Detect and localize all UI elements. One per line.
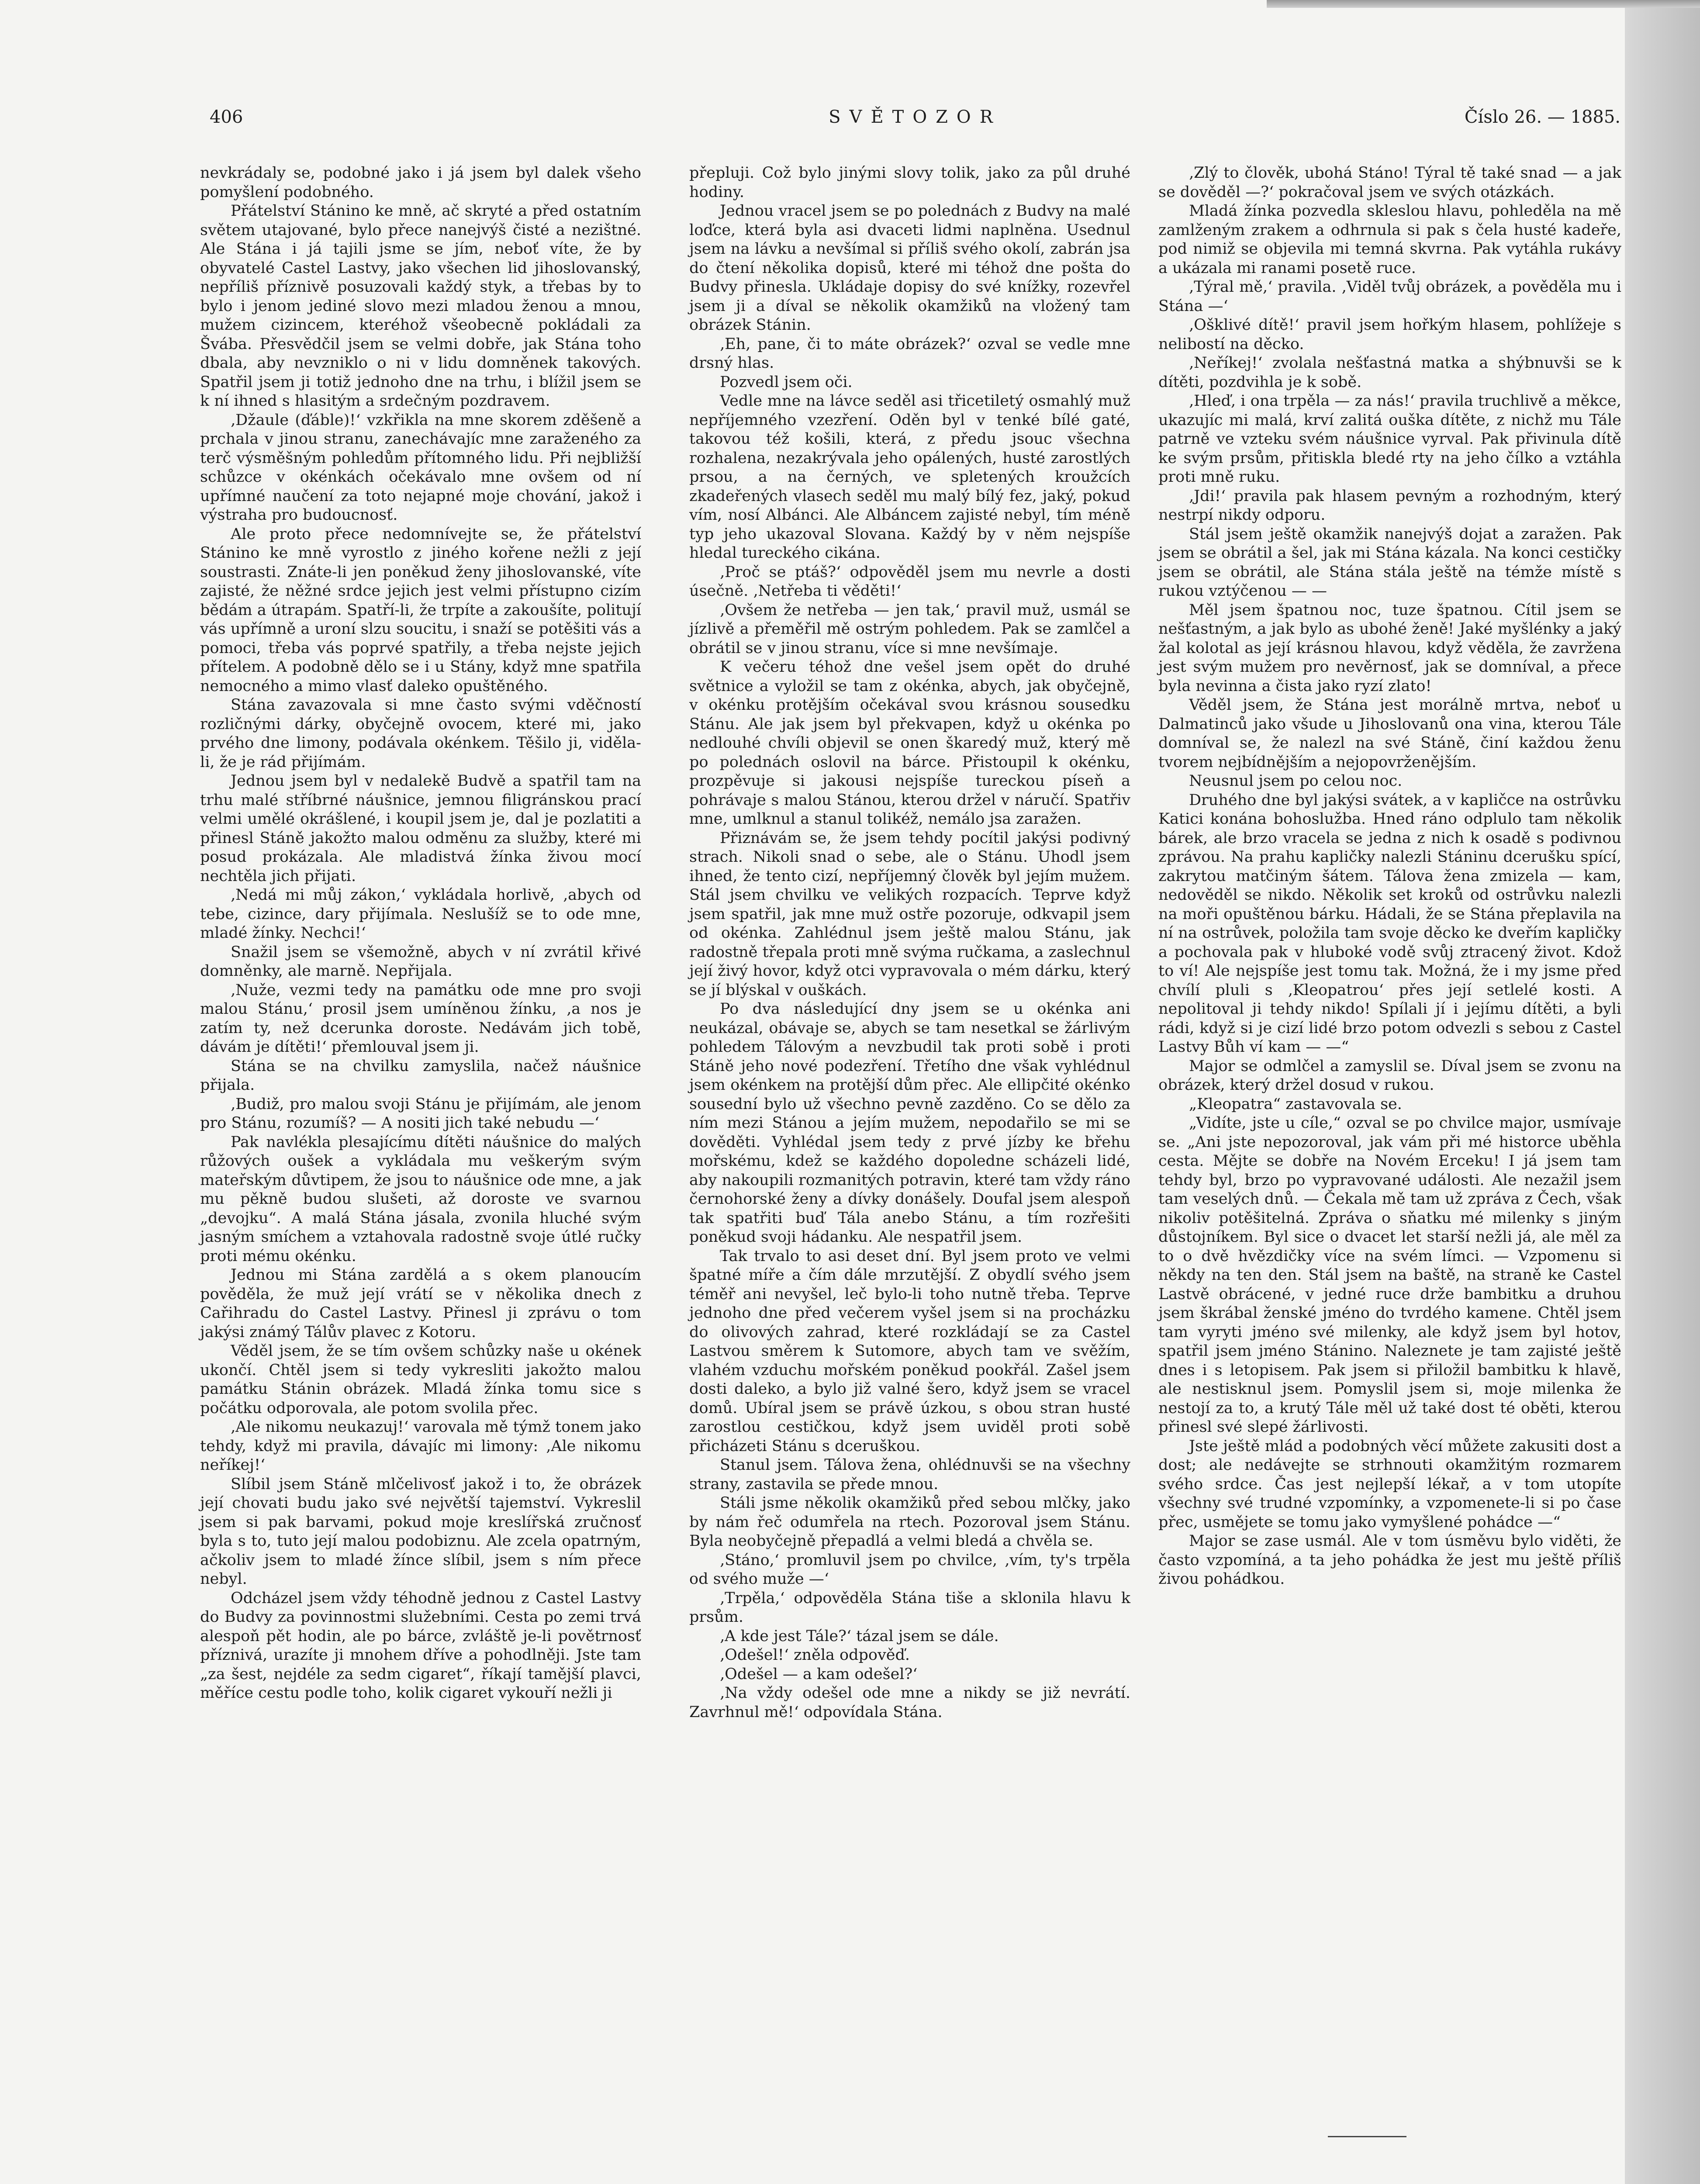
- paragraph: Přiznávám se, že jsem tehdy pocítil jakýsi podivný strach. Nikoli snad o sebe, ale o Stánu. Uhodl jsem ihned, že tento cizí, nepříjemný člověk byl jejím mužem. Stál jsem chvilku ve velikých rozpacích. Teprve když jsem spatřil, jak mne muž ostře pozoruje, odkvapil jsem od okénka. Zahlédnul jsem ještě malou Stánu, jak radostně třepala proti mně svýma ručkama, a zaslechnul její živý hovor, když otci vypravovala o mém dárku, který se jí blýskal v ouškách.: [689, 829, 1130, 999]
- paragraph: Po dva následující dny jsem se u okénka ani neukázal, obávaje se, abych se tam nesetkal se žárlivým pohledem Tálovým a nevzbudil tak proti sobě i proti Stáně jeho nové podezření. Třetího dne však vyhlédnul jsem okénkem na protější dům přec. Ale ellipčité okénko sousední bylo už všechno pevně zazděno. Co se dělo za ním mezi Stánou a jejím mužem, nepodařilo se mi se dověděti. Vyhlédal jsem tedy z prvé jízby ke břehu mořskému, kdež se každého dopoledne scházeli lidé, aby nakoupili rozmanitých potravin, které tam vždy ráno černohorské ženy a dívky donášely. Doufal jsem alespoň tak spatřiti buď Tála anebo Stánu, a tím rozřešiti poněkud svoji hádanku. Ale nespatřil jsem.: [689, 1000, 1130, 1246]
- paragraph: ‚Jdi!‘ pravila pak hlasem pevným a rozhodným, který nestrpí nikdy odporu.: [1158, 487, 1621, 524]
- running-head: [210, 107, 1621, 142]
- paragraph: Druhého dne byl jakýsi svátek, a v kapličce na ostrůvku Katici konána bohoslužba. Hned ráno odplulo tam několik bárek, ale brzo vracela se jedna z nich k osadě s podivnou zprávou. Na prahu kapličky nalezli Stáninu dcerušku spící, zakrytou matčiným šátem. Tálova žena zmizela — kam, nedověděl se nikdo. Několik set kroků od ostrůvku nalezli na moři opuštěnou bárku. Hádali, že se Stána přeplavila na ní na ostrůvek, položila tam svoje děcko ke dveřím kapličky a pochovala pak v hluboké vodě svůj ztracený život. Kdož to ví! Ale nejspíše jest tomu tak. Možná, že i my jsme před chvílí pluli s ‚Kleopatrou‘ přes její setlelé kosti. A nepolitoval ji tehdy nikdo! Spílali jí i jejímu dítěti, a byli rádi, když si je cizí lidé brzo potom odvezli s sebou z Castel Lastvy Bůh ví kam — —“: [1158, 791, 1621, 1056]
- paragraph: ‚Neříkej!‘ zvolala nešťastná matka a shýbnuvši se k dítěti, pozdvihla je k sobě.: [1158, 354, 1621, 391]
- paragraph: ‚Budiž, pro malou svoji Stánu je přijímám, ale jenom pro Stánu, rozumíš? — A nositi jich také nebudu —‘: [200, 1095, 641, 1132]
- paragraph: Přátelství Stánino ke mně, ač skryté a před ostatním světem utajované, bylo přece nanejvýš čisté a nezištné. Ale Stána i já tajili jsme se jím, neboť víte, že by obyvatelé Castel Lastvy, jako všechen lid jihoslovanský, nepříliš příznivě posuzovali každý styk, a třebas by to bylo i jenom jediné slovo mezi mladou ženou a mnou, mužem cizincem, kteréhož všeobecně pokládali za Švába. Přesvědčil jsem se velmi dobře, jak Stána toho dbala, aby nevzniklo o ni v lidu domněnek takových. Spatřil jsem ji totiž jednoho dne na trhu, i blížil jsem se k ní ihned s hlasitým a srdečným pozdravem.: [200, 202, 641, 410]
- paragraph: Jednou vracel jsem se po polednách z Budvy na malé loďce, která byla asi dvaceti lidmi naplněna. Usednul jsem na lávku a nevšímal si příliš svého okolí, zabrán jsa do čtení několika dopisů, které mi téhož dne pošta do Budvy přinesla. Ukládaje dopisy do své knížky, rozevřel jsem ji a díval se několik okamžiků na vložený tam obrázek Stánin.: [689, 202, 1130, 334]
- paragraph: ‚Ale nikomu neukazuj!‘ varovala mě týmž tonem jako tehdy, když mi pravila, dávajíc mi limony: ‚Ale nikomu neříkej!‘: [200, 1418, 641, 1474]
- paragraph: nevkrádaly se, podobné jako i já jsem byl dalek všeho pomyšlení podobného.: [200, 164, 641, 201]
- text-column-2: [689, 164, 1130, 2147]
- paragraph: ‚Stáno,‘ promluvil jsem po chvilce, ‚vím, ty's trpěla od svého muže —‘: [689, 1551, 1130, 1588]
- paragraph: Měl jsem špatnou noc, tuze špatnou. Cítil jsem se nešťastným, a jak bylo as ubohé ženě! Jaké myšlénky a jaký žal kolotal as její krásnou hlavou, když věděla, že zavržena jest svým mužem pro nevěrnosť, jak se domníval, a přece byla nevinna a čista jako ryzí zlato!: [1158, 601, 1621, 695]
- paragraph: ‚Nuže, vezmi tedy na památku ode mne pro svoji malou Stánu,‘ prosil jsem umíněnou žínku, ‚a nos je zatím ty, než dcerunka doroste. Nedávám jich tobě, dávám je dítěti!‘ přemlouval jsem ji.: [200, 981, 641, 1056]
- paragraph: ‚Proč se ptáš?‘ odpověděl jsem mu nevrle a dosti úsečně. ‚Netřeba ti věděti!‘: [689, 563, 1130, 600]
- paragraph: ‚Odešel — a kam odešel?‘: [720, 1665, 918, 1683]
- paragraph: Věděl jsem, že se tím ovšem schůzky naše u okének ukončí. Chtěl jsem si tedy vykresliti jakožto malou památku Stánin obrázek. Mladá žínka tomu sice s počátku odporovala, ale potom svolila přec.: [200, 1342, 641, 1417]
- paragraph: Stanul jsem. Tálova žena, ohlédnuvši se na všechny strany, zastavila se přede mnou.: [689, 1456, 1130, 1493]
- text-column-1: [200, 164, 641, 2147]
- paragraph: ‚Nedá mi můj zákon,‘ vykládala horlivě, ‚abych od tebe, cizince, dary přijímala. Neslušíž se to ode mne, mladé žínky. Nechci!‘: [200, 886, 641, 942]
- page-edge-shadow: [1267, 0, 1700, 8]
- journal-title: SVĚTOZOR: [829, 107, 1002, 127]
- paragraph: Stáli jsme několik okamžiků před sebou mlčky, jako by nám řeč odumřela na rtech. Pozoroval jsem Stánu. Byla neobyčejně přepadlá a velmi bledá a chvěla se.: [689, 1494, 1130, 1550]
- end-divider: [1328, 2136, 1406, 2137]
- page-number: 406: [210, 107, 243, 127]
- paragraph: Tak trvalo to asi deset dní. Byl jsem proto ve velmi špatné míře a čím dále mrzutější. Z obydlí svého jsem téměř ani nevyšel, leč bylo-li toho nutně třeba. Teprve jednoho dne před večerem vyšel jsem si na procházku do olivových zahrad, které rozkládají se za Castel Lastvou směrem k Sutomore, abych tam ve svěžím, vlahém vzduchu mořském poněkud pookřál. Zašel jsem dosti daleko, a bylo již valné šero, když jsem se vracel domů. Ubíral jsem se právě úzkou, s obou stran husté zarostlou cestičkou, když jsem uviděl proti sobě přicházeti Stánu s dceruškou.: [689, 1247, 1130, 1455]
- issue-label: Číslo 26. — 1885.: [1464, 107, 1621, 127]
- text-column-3: [1158, 164, 1621, 2147]
- paragraph: ‚Eh, pane, či to máte obrázek?‘ ozval se vedle mne drsný hlas.: [689, 335, 1130, 372]
- paragraph: Ale proto přece nedomnívejte se, že přátelství Stánino ke mně vyrostlo z jiného kořene nežli z její soustrasti. Znáte-li jen poněkud ženy jihoslovanské, víte zajisté, že něžné srdce jejich jest velmi přístupno cizím bědám a útrapám. Spatří-li, že trpíte a zakoušíte, politují vás upřímně a uroní slzu soucitu, i snaží se potěšiti vás a pomoci, třeba vás poprvé spatřily, a třeba nejste jejich přítelem. A podobně dělo se i u Stány, když mne spatřila nemocného a mimo vlasť daleko opuštěného.: [200, 525, 641, 695]
- paragraph: ‚A kde jest Tále?‘ tázal jsem se dále.: [720, 1627, 999, 1645]
- paragraph: K večeru téhož dne vešel jsem opět do druhé světnice a vyložil se tam z okénka, abych, jak obyčejně, v okénku protějším očekával svou krásnou sousedku Stánu. Ale jak jsem byl překvapen, když u okénka po nedlouhé chvíli objevil se onen škaredý muž, který mě po polednách oslovil na bárce. Přistoupil k okénku, prozpěvuje si jakousi nejspíše tureckou píseň a pohrávaje s malou Stánou, kterou držel v náručí. Spatřiv mne, umlknul a stanul tolikéž, nemálo jsa zaražen.: [689, 658, 1130, 828]
- paragraph: ‚Ošklivé dítě!‘ pravil jsem hořkým hlasem, pohlížeje s nelibostí na děcko.: [1158, 316, 1621, 353]
- paragraph: ‚Na vždy odešel ode mne a nikdy se již nevrátí. Zavrhnul mě!‘ odpovídala Stána.: [689, 1684, 1130, 1721]
- paragraph: ‚Týral mě,‘ pravila. ‚Viděl tvůj obrázek, a pověděla mu i Stána —‘: [1158, 278, 1621, 315]
- paragraph: Major se zase usmál. Ale v tom úsměvu bylo viděti, že často vzpomíná, a ta jeho pohádka že jest mu ještě příliš živou pohádkou.: [1158, 1532, 1621, 1588]
- paragraph: ‚Džaule (ďáble)!‘ vzkřikla na mne skorem zděšeně a prchala v jinou stranu, zanechávajíc mne zaraženého za terč výsměšným pohledům přítomného lidu. Při nejbližší schůzce v okénkách očekávalo mne ovšem od ní upřímné naučení za toto nejapné moje chování, jakož i výstraha pro budoucnosť.: [200, 411, 641, 524]
- paragraph: ‚Ovšem že netřeba — jen tak,‘ pravil muž, usmál se jízlivě a přeměřil mě ostrým pohledem. Pak se zamlčel a obrátil se v jinou stranu, více si mne nevšímaje.: [689, 601, 1130, 657]
- paragraph: přepluji. Což bylo jinými slovy tolik, jako za půl druhé hodiny.: [689, 164, 1130, 201]
- paragraph: ‚Odešel!‘ zněla odpověď.: [720, 1646, 910, 1664]
- paragraph: ‚Zlý to člověk, ubohá Stáno! Týral tě také snad — a jak se dověděl —?‘ pokračoval jsem ve svých otázkách.: [1158, 164, 1621, 201]
- paragraph: Neusnul jsem po celou noc.: [1189, 772, 1403, 790]
- book-gutter: [1625, 0, 1700, 2184]
- paragraph: „Kleopatra“ zastavovala se.: [1189, 1095, 1402, 1113]
- paragraph: Vedle mne na lávce seděl asi třicetiletý osmahlý muž nepříjemného vzezření. Oděn byl v tenké bílé gaté, takovou též košili, která, z předu jsouc všechna rozhalena, nezakrývala jeho opálených, husté zarostlých prsou, a na černých, ve spletených kroužcích zkadeřených vlasech seděl mu malý bílý fez, jaký, pokud vím, nosí Albánci. Ale Albáncem zajisté nebyl, tím méně typ jeho ukazoval Slovana. Každý by v něm nejspíše hledal tureckého cikána.: [689, 392, 1130, 562]
- paragraph: Slíbil jsem Stáně mlčelivosť jakož i to, že obrázek její chovati budu jako své největší tajemství. Vykreslil jsem si pak barvami, pokud moje kreslířská zručnosť byla s to, tuto její malou podobiznu. Ale zcela opatrným, ačkoliv jsem to mladé žínce slíbil, jsem s ním přece nebyl.: [200, 1475, 641, 1588]
- paragraph: Snažil jsem se všemožně, abych v ní zvrátil křivé domněnky, ale marně. Nepřijala.: [200, 943, 641, 980]
- paragraph: Jste ještě mlád a podobných věcí můžete zakusiti dost a dost; ale nedávejte se strhnouti okamžitým rozmarem svého srdce. Čas jest nejlepší lékař, a v tom utopíte všechny své trudné vzpomínky, a vzpomenete-li si po čase přec, usmějete se tomu jako vymyšlené pohádce —“: [1158, 1437, 1621, 1531]
- paragraph: Pak navlékla plesajícímu dítěti náušnice do malých růžových oušek a vykládala mu veškerým svým mateřským důvtipem, že jsou to náušnice ode mne, a jak mu pěkně budou slušeti, až doroste ve svarnou „devojku“. A malá Stána jásala, zvonila hluché svým jasným smíchem a vztahovala radostně svoje útlé ručky proti mému okénku.: [200, 1133, 641, 1265]
- paragraph: ‚Hleď, i ona trpěla — za nás!‘ pravila truchlivě a měkce, ukazujíc mi malá, krví zalitá ouška dítěte, z nichž mu Tále patrně ve vzteku svém náušnice vyrval. Pak přivinula dítě ke svým prsům, přitiskla bledé rty na jeho čílko a vztáhla proti mně ruku.: [1158, 392, 1621, 486]
- paragraph: Pozvedl jsem oči.: [720, 373, 853, 391]
- paragraph: Stál jsem ještě okamžik nanejvýš dojat a zaražen. Pak jsem se obrátil a šel, jak mi Stána kázala. Na konci cestičky jsem se obrátil, ale Stána stála ještě na témže místě s rukou vztýčenou — —: [1158, 525, 1621, 600]
- paragraph: Stána zavazovala si mne často svými vděčností rozličnými dárky, obyčejně ovocem, které mi, jako prvého dne limony, podávala okénkem. Těšilo ji, viděla-li, že je rád přijímám.: [200, 696, 641, 771]
- paragraph: ‚Trpěla,‘ odpověděla Stána tiše a sklonila hlavu k prsům.: [689, 1589, 1130, 1626]
- paragraph: Mladá žínka pozvedla skleslou hlavu, pohleděla na mě zamlženým zrakem a odhrnula si pak s čela husté kadeře, pod nimiž se objevila mi temná skvrna. Pak vytáhla rukávy a ukázala mi ranami posetě ruce.: [1158, 202, 1621, 277]
- paragraph: Stána se na chvilku zamyslila, načež náušnice přijala.: [200, 1057, 641, 1094]
- paragraph: Věděl jsem, že Stána jest morálně mrtva, neboť u Dalmatinců jako všude u Jihoslovanů ona vina, kterou Tále domníval se, že nalezl na své Stáně, činí každou ženu tvorem nejbídnějším a nejopovrženějším.: [1158, 696, 1621, 771]
- paragraph: „Vidíte, jste u cíle,“ ozval se po chvilce major, usmívaje se. „Ani jste nepozoroval, jak vám při mé historce uběhla cesta. Mějte se dobře na Novém Erceku! I já jsem tam tehdy byl, brzo po vypravované události. Ale nezažil jsem tam veselých dnů. — Čekala mě tam už zpráva z Čech, však nikoliv potěšitelná. Zpráva o sňatku mé milenky s jiným důstojníkem. Byl sice o dvacet let starší nežli já, ale měl za to o dvě hvězdičky více na svém límci. — Vzpomenu si někdy na ten den. Stál jsem na baště, na straně ke Castel Lastvě obrácené, v jedné ruce drže bambitku a druhou jsem škrábal ženské jméno do tvrdého kamene. Chtěl jsem tam vyryti jméno své milenky, ale když jsem byl hotov, spatřil jsem jméno Stánino. Naleznete je tam zajisté ještě dnes i s letopisem. Pak jsem si přiložil bambitku k hlavě, ale nestisknul jsem. Pomyslil jsem si, moje milenka že nestojí za to, a krutý Tále měl už také dost té oběti, kterou přinesl své slepé žárlivosti.: [1158, 1114, 1621, 1436]
- paragraph: Jednou mi Stána zardělá a s okem planoucím pověděla, že muž její vrátí se v několika dnech z Cařihradu do Castel Lastvy. Přinesl ji zprávu o tom jakýsi známý Tálův plavec z Kotoru.: [200, 1266, 641, 1341]
- paragraph: Major se odmlčel a zamyslil se. Díval jsem se zvonu na obrázek, který držel dosud v rukou.: [1158, 1057, 1621, 1094]
- paragraph: Odcházel jsem vždy téhodně jednou z Castel Lastvy do Budvy za povinnostmi služebními. Cesta po zemi trvá alespoň pět hodin, ale po bárce, zvláště je-li povětrnosť příznivá, urazíte ji mnohem dříve a pohodlněji. Jste tam „za šest, nejdéle za sedm cigaret“, říkají tamější plavci, měříce cestu podle toho, kolik cigaret vykouří nežli ji: [200, 1589, 641, 1702]
- paragraph: Jednou jsem byl v nedalekě Budvě a spatřil tam na trhu malé stříbrné náušnice, jemnou filigránskou prací velmi umělé okrášlené, i koupil jsem je, dal je pozlatiti a přinesl Stáně jakožto malou odměnu za služby, které mi posud prokázala. Ale mladistvá žínka živou mocí nechtěla jich přijati.: [200, 772, 641, 885]
